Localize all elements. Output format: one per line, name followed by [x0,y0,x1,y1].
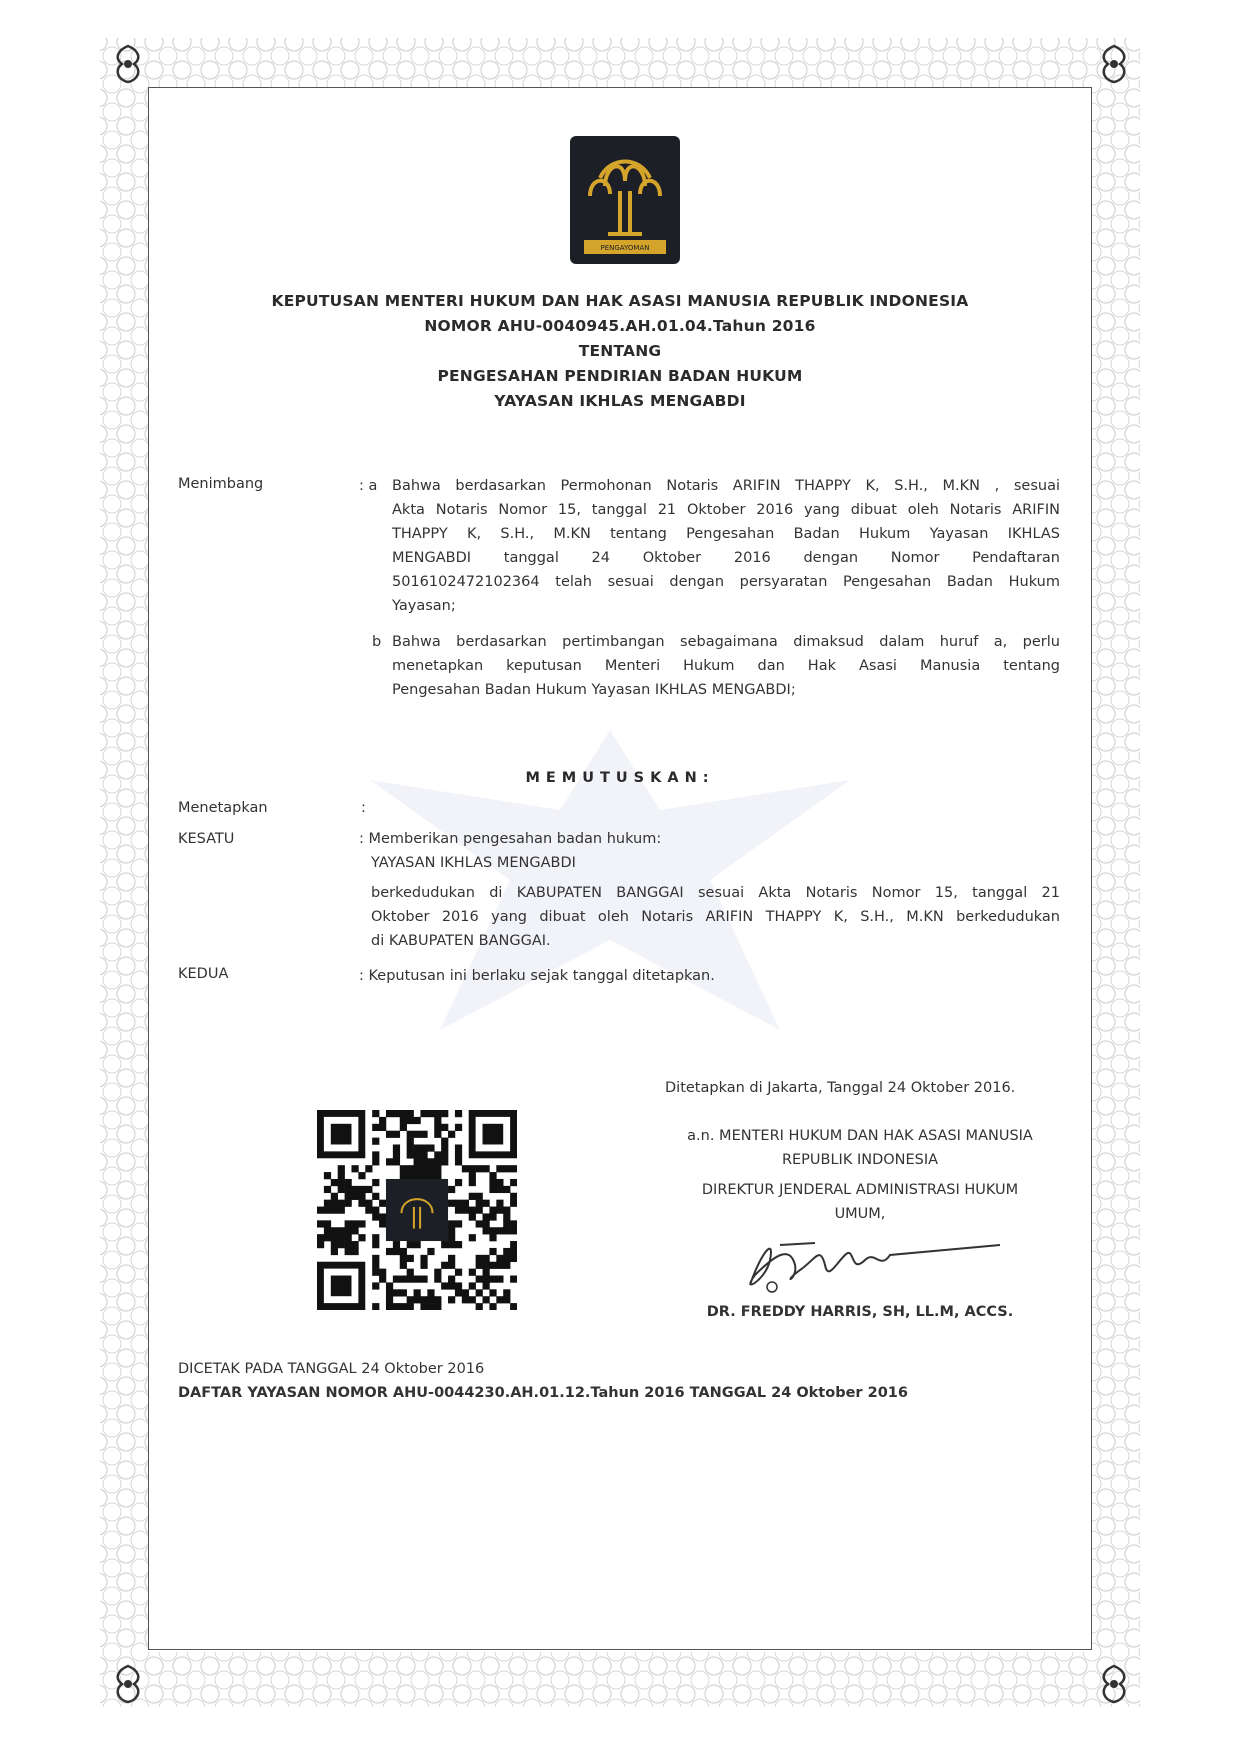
menimbang-a-line: 5016102472102364 telah sesuai dengan persyaratan Pengesahan Badan Hukum [392,574,1060,590]
memutuskan-heading: MEMUTUSKAN: [525,770,715,786]
signatory-name: DR. FREDDY HARRIS, SH, LL.M, ACCS. [706,1304,1014,1320]
header-tentang: TENTANG [578,342,662,360]
signatory-line: REPUBLIK INDONESIA [781,1152,939,1168]
qr-code [317,1110,517,1310]
menimbang-a-line: Akta Notaris Nomor 15, tanggal 21 Oktober 2016 yang dibuat oleh Notaris ARIFIN [392,502,1060,518]
header-title: KEPUTUSAN MENTERI HUKUM DAN HAK ASASI MANUSIA REPUBLIK INDONESIA [271,292,969,310]
handwritten-signature [720,1225,1010,1305]
kedua-text: : Keputusan ini berlaku sejak tanggal ditetapkan. [359,968,715,984]
menetapkan-label: Menetapkan [178,800,268,816]
menimbang-a-line: Bahwa berdasarkan Permohonan Notaris ARIFIN THAPPY K, S.H., M.KN , sesuai [392,478,1060,494]
header-foundation-name: YAYASAN IKHLAS MENGABDI [494,392,746,410]
menimbang-a-line: Yayasan; [392,598,456,614]
menetapkan-colon: : [361,800,366,816]
pengayoman-emblem-icon [570,136,680,264]
kesatu-line: berkedudukan di KABUPATEN BANGGAI sesuai Akta Notaris Nomor 15, tanggal 21 [371,885,1060,901]
menimbang-label: Menimbang [178,476,264,492]
corner-ornament-icon [1090,40,1138,88]
menimbang-a-marker: : a [359,478,378,494]
signatory-line: DIREKTUR JENDERAL ADMINISTRASI HUKUM [701,1182,1019,1198]
menimbang-a-line: MENGABDI tanggal 24 Oktober 2016 dengan Nomor Pendaftaran [392,550,1060,566]
printed-date: DICETAK PADA TANGGAL 24 Oktober 2016 [178,1361,485,1377]
qr-center-logo-icon [386,1179,448,1241]
kesatu-line: : Memberikan pengesahan badan hukum: [359,831,662,847]
register-number: DAFTAR YAYASAN NOMOR AHU-0044230.AH.01.12.Tahun 2016 TANGGAL 24 Oktober 2016 [178,1385,908,1401]
signatory-line: a.n. MENTERI HUKUM DAN HAK ASASI MANUSIA [687,1128,1033,1144]
signatory-line: UMUM, [834,1206,886,1222]
garuda-watermark-icon [330,690,890,1070]
corner-ornament-icon [104,1660,152,1708]
logo-caption: PENGAYOMAN [600,244,650,252]
header-subject: PENGESAHAN PENDIRIAN BADAN HUKUM [437,367,803,385]
menimbang-b-line: menetapkan keputusan Menteri Hukum dan Hak Asasi Manusia tentang [392,658,1060,674]
kesatu-label: KESATU [178,831,235,847]
kedua-label: KEDUA [178,966,229,982]
kesatu-line: di KABUPATEN BANGGAI. [371,933,551,949]
menimbang-b-line: Pengesahan Badan Hukum Yayasan IKHLAS MENGABDI; [392,682,796,698]
kesatu-line: YAYASAN IKHLAS MENGABDI [371,855,576,871]
corner-ornament-icon [1090,1660,1138,1708]
menimbang-a-line: THAPPY K, S.H., M.KN tentang Pengesahan Badan Hukum Yayasan IKHLAS [392,526,1060,542]
kesatu-line: Oktober 2016 yang dibuat oleh Notaris ARIFIN THAPPY K, S.H., M.KN berkedudukan [371,909,1060,925]
header-number: NOMOR AHU-0040945.AH.01.04.Tahun 2016 [424,317,816,335]
menimbang-b-marker: b [372,634,382,650]
ditetapkan-date: Ditetapkan di Jakarta, Tanggal 24 Oktober 2016. [665,1080,1016,1096]
corner-ornament-icon [104,40,152,88]
menimbang-b-line: Bahwa berdasarkan pertimbangan sebagaimana dimaksud dalam huruf a, perlu [392,634,1060,650]
pengayoman-logo [570,136,680,264]
